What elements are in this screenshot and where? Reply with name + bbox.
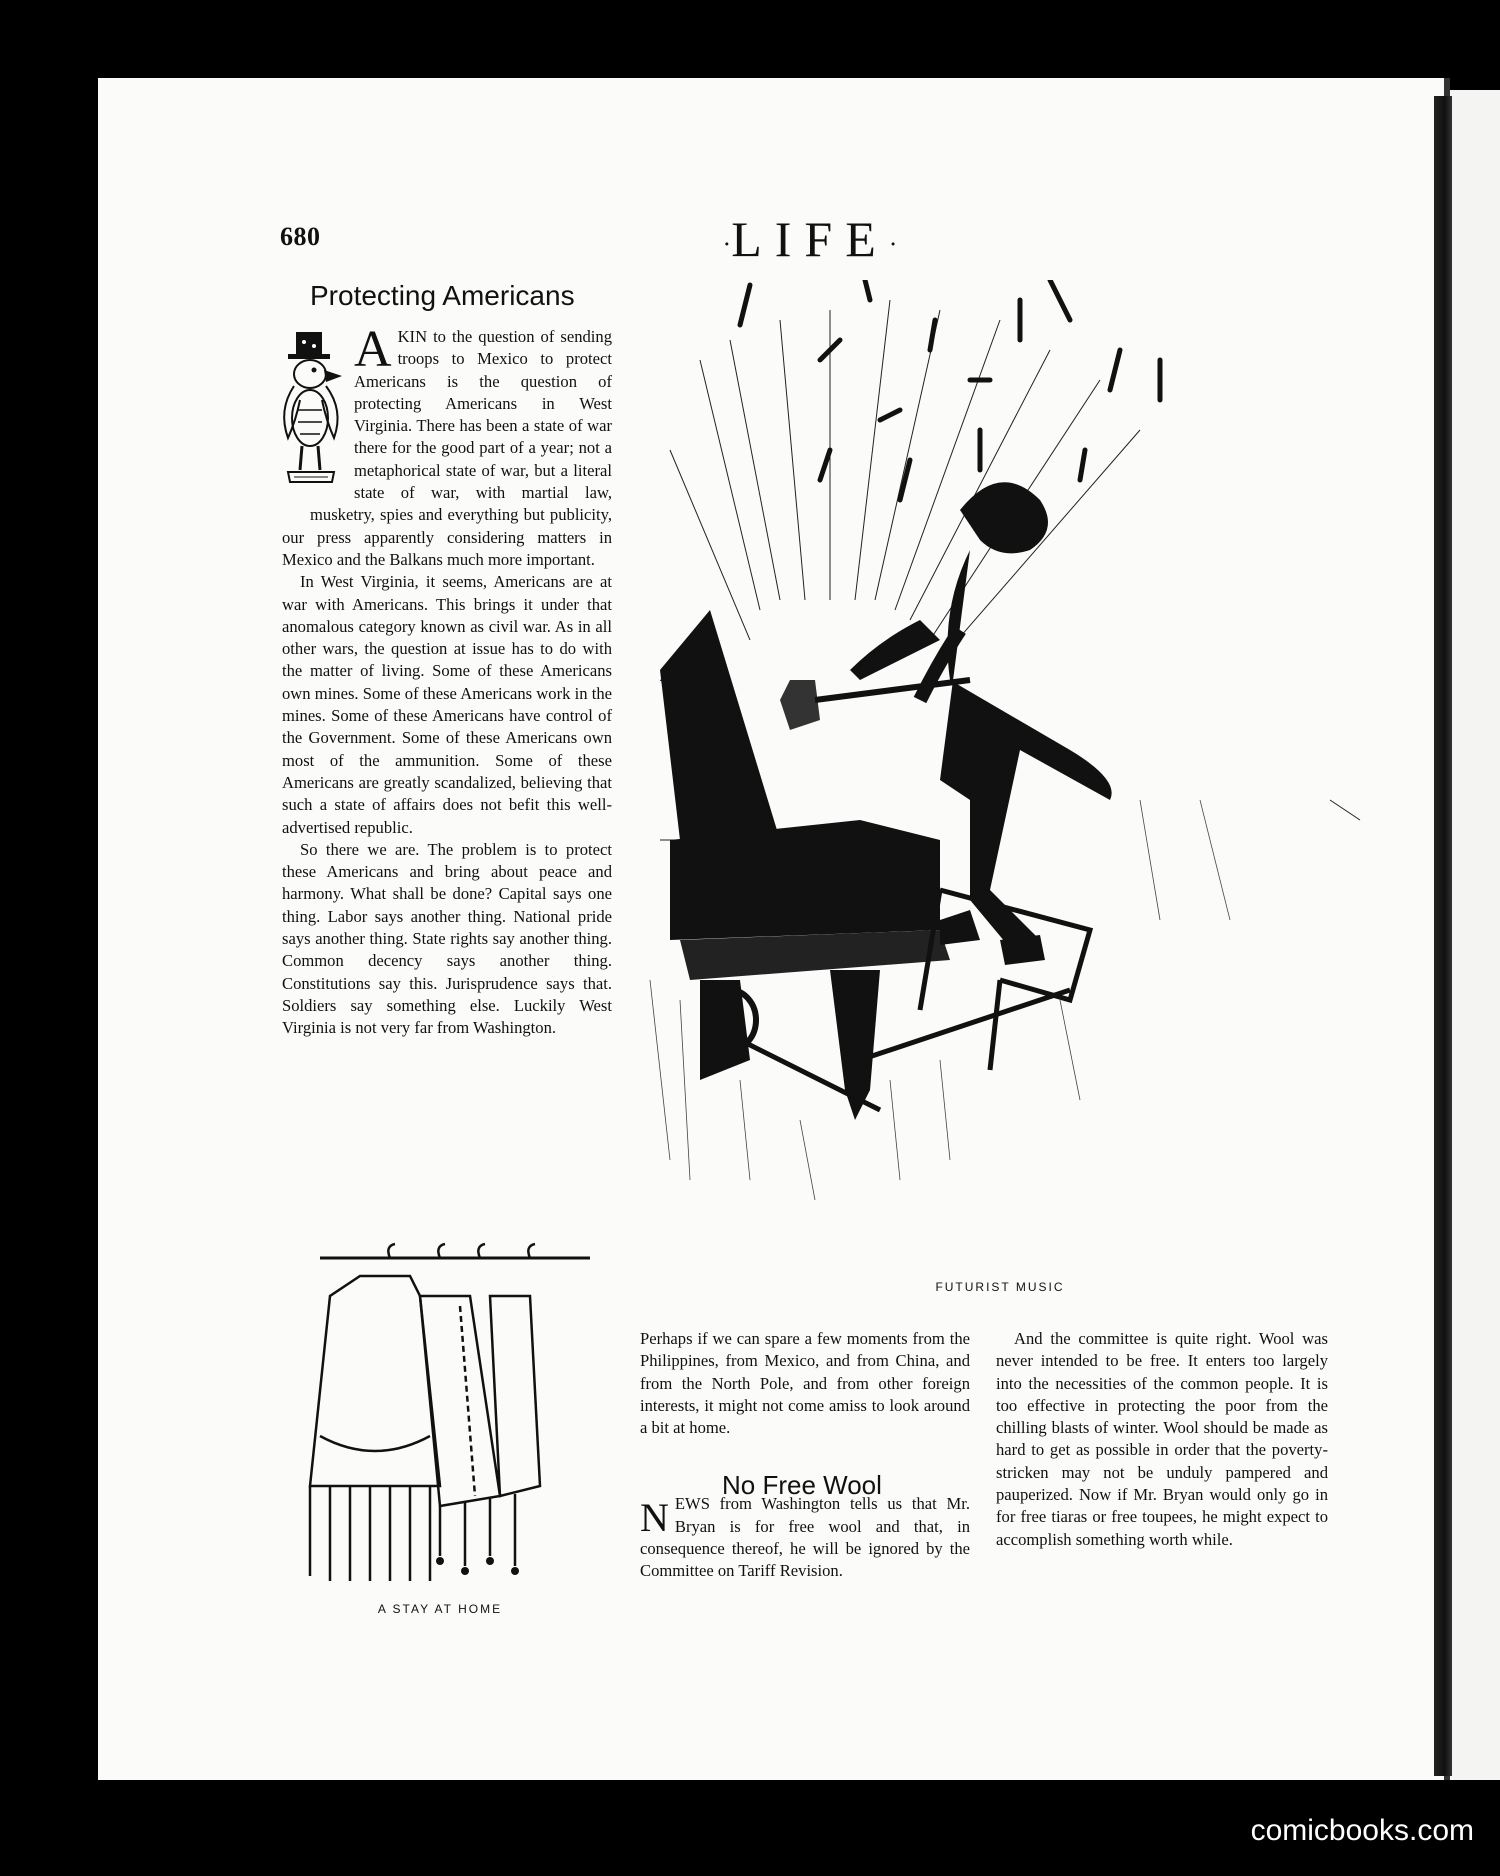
pianist-with-axe-icon — [640, 280, 1370, 1270]
uncle-sam-eagle-icon — [274, 330, 348, 490]
masthead-dot-right: · — [888, 229, 898, 259]
article1-paragraph-3: So there we are. The problem is to protect these Americans and bring about peace and harmony. What shall be done? Capital says one thing. Labor says another thing. National pride says another thing. State rights say another thing. Common decency says another thing. Constitutions say this. Jurisprudence says that. Soldiers say something else. Luckily West Virginia is not very far from Washington. — [282, 839, 612, 1038]
drop-cap-n: N — [640, 1495, 669, 1541]
hanging-corsets-icon — [290, 1236, 620, 1596]
article-column-middle — [640, 1328, 970, 1583]
page-gutter — [1434, 96, 1452, 1776]
article1-paragraph-1: KIN to the question of sending troops to Mexico to protect Americans is the question of protecting Americans in West Virginia. There has been a state of war there for the good part of a year; not a metaphorical state of war, but a literal state of war, with martial law, musketry, spies and everything but publicity, our press apparently considering matters in Mexico and the Balkans much more important. — [282, 327, 612, 569]
page-number: 680 — [280, 222, 321, 251]
site-watermark: comicbooks.com — [1250, 1814, 1474, 1847]
article-title-protecting-americans: Protecting Americans — [310, 280, 575, 311]
masthead-title: LIFE — [731, 211, 889, 267]
article-column-left — [282, 321, 612, 1040]
masthead-dot-left: · — [722, 229, 732, 259]
caption-futurist-music: FUTURIST MUSIC — [935, 1280, 1065, 1294]
article2-paragraph-1: EWS from Washington tells us that Mr. Bryan is for free wool and that, in consequence thereof, he will be ignored by the Committee on Tariff Revision. — [640, 1494, 970, 1581]
article1-paragraph-2: In West Virginia, it seems, Americans are at war with Americans. This brings it under that anomalous category known as civil war. As in all other wars, the question at issue has to do with the matter of living. Some of these Americans own mines. Some of these Americans work in the mines. Some of these Americans have control of the Government. Some of these Americans own most of the ammunition. Some of these Americans are greatly scandalized, believing that such a state of affairs does not befit this well-advertised republic. — [282, 572, 612, 837]
caption-a-stay-at-home: A STAY AT HOME — [377, 1602, 503, 1616]
article1-continued-paragraph: Perhaps if we can spare a few moments from the Philippines, from Mexico, and from China, and from the North Pole, and from other foreign interests, it might not come amiss to look around a bit at home. — [640, 1329, 970, 1438]
article-title-no-free-wool: No Free Wool — [722, 1470, 882, 1500]
article2-paragraph-2: And the committee is quite right. Wool was never intended to be free. It enters too largely into the necessities of the common people. It is too effective in protecting the poor from the chilling blasts of winter. Wool should be made as hard to get as possible in order that the poverty-stricken may not be unduly pampered and pauperized. Now if Mr. Bryan would only go in for free tiaras or free toupees, he might expect to accomplish something worth while. — [996, 1329, 1328, 1549]
article-column-right — [996, 1328, 1328, 1551]
drop-cap-a: A — [354, 321, 392, 378]
masthead — [690, 210, 930, 268]
